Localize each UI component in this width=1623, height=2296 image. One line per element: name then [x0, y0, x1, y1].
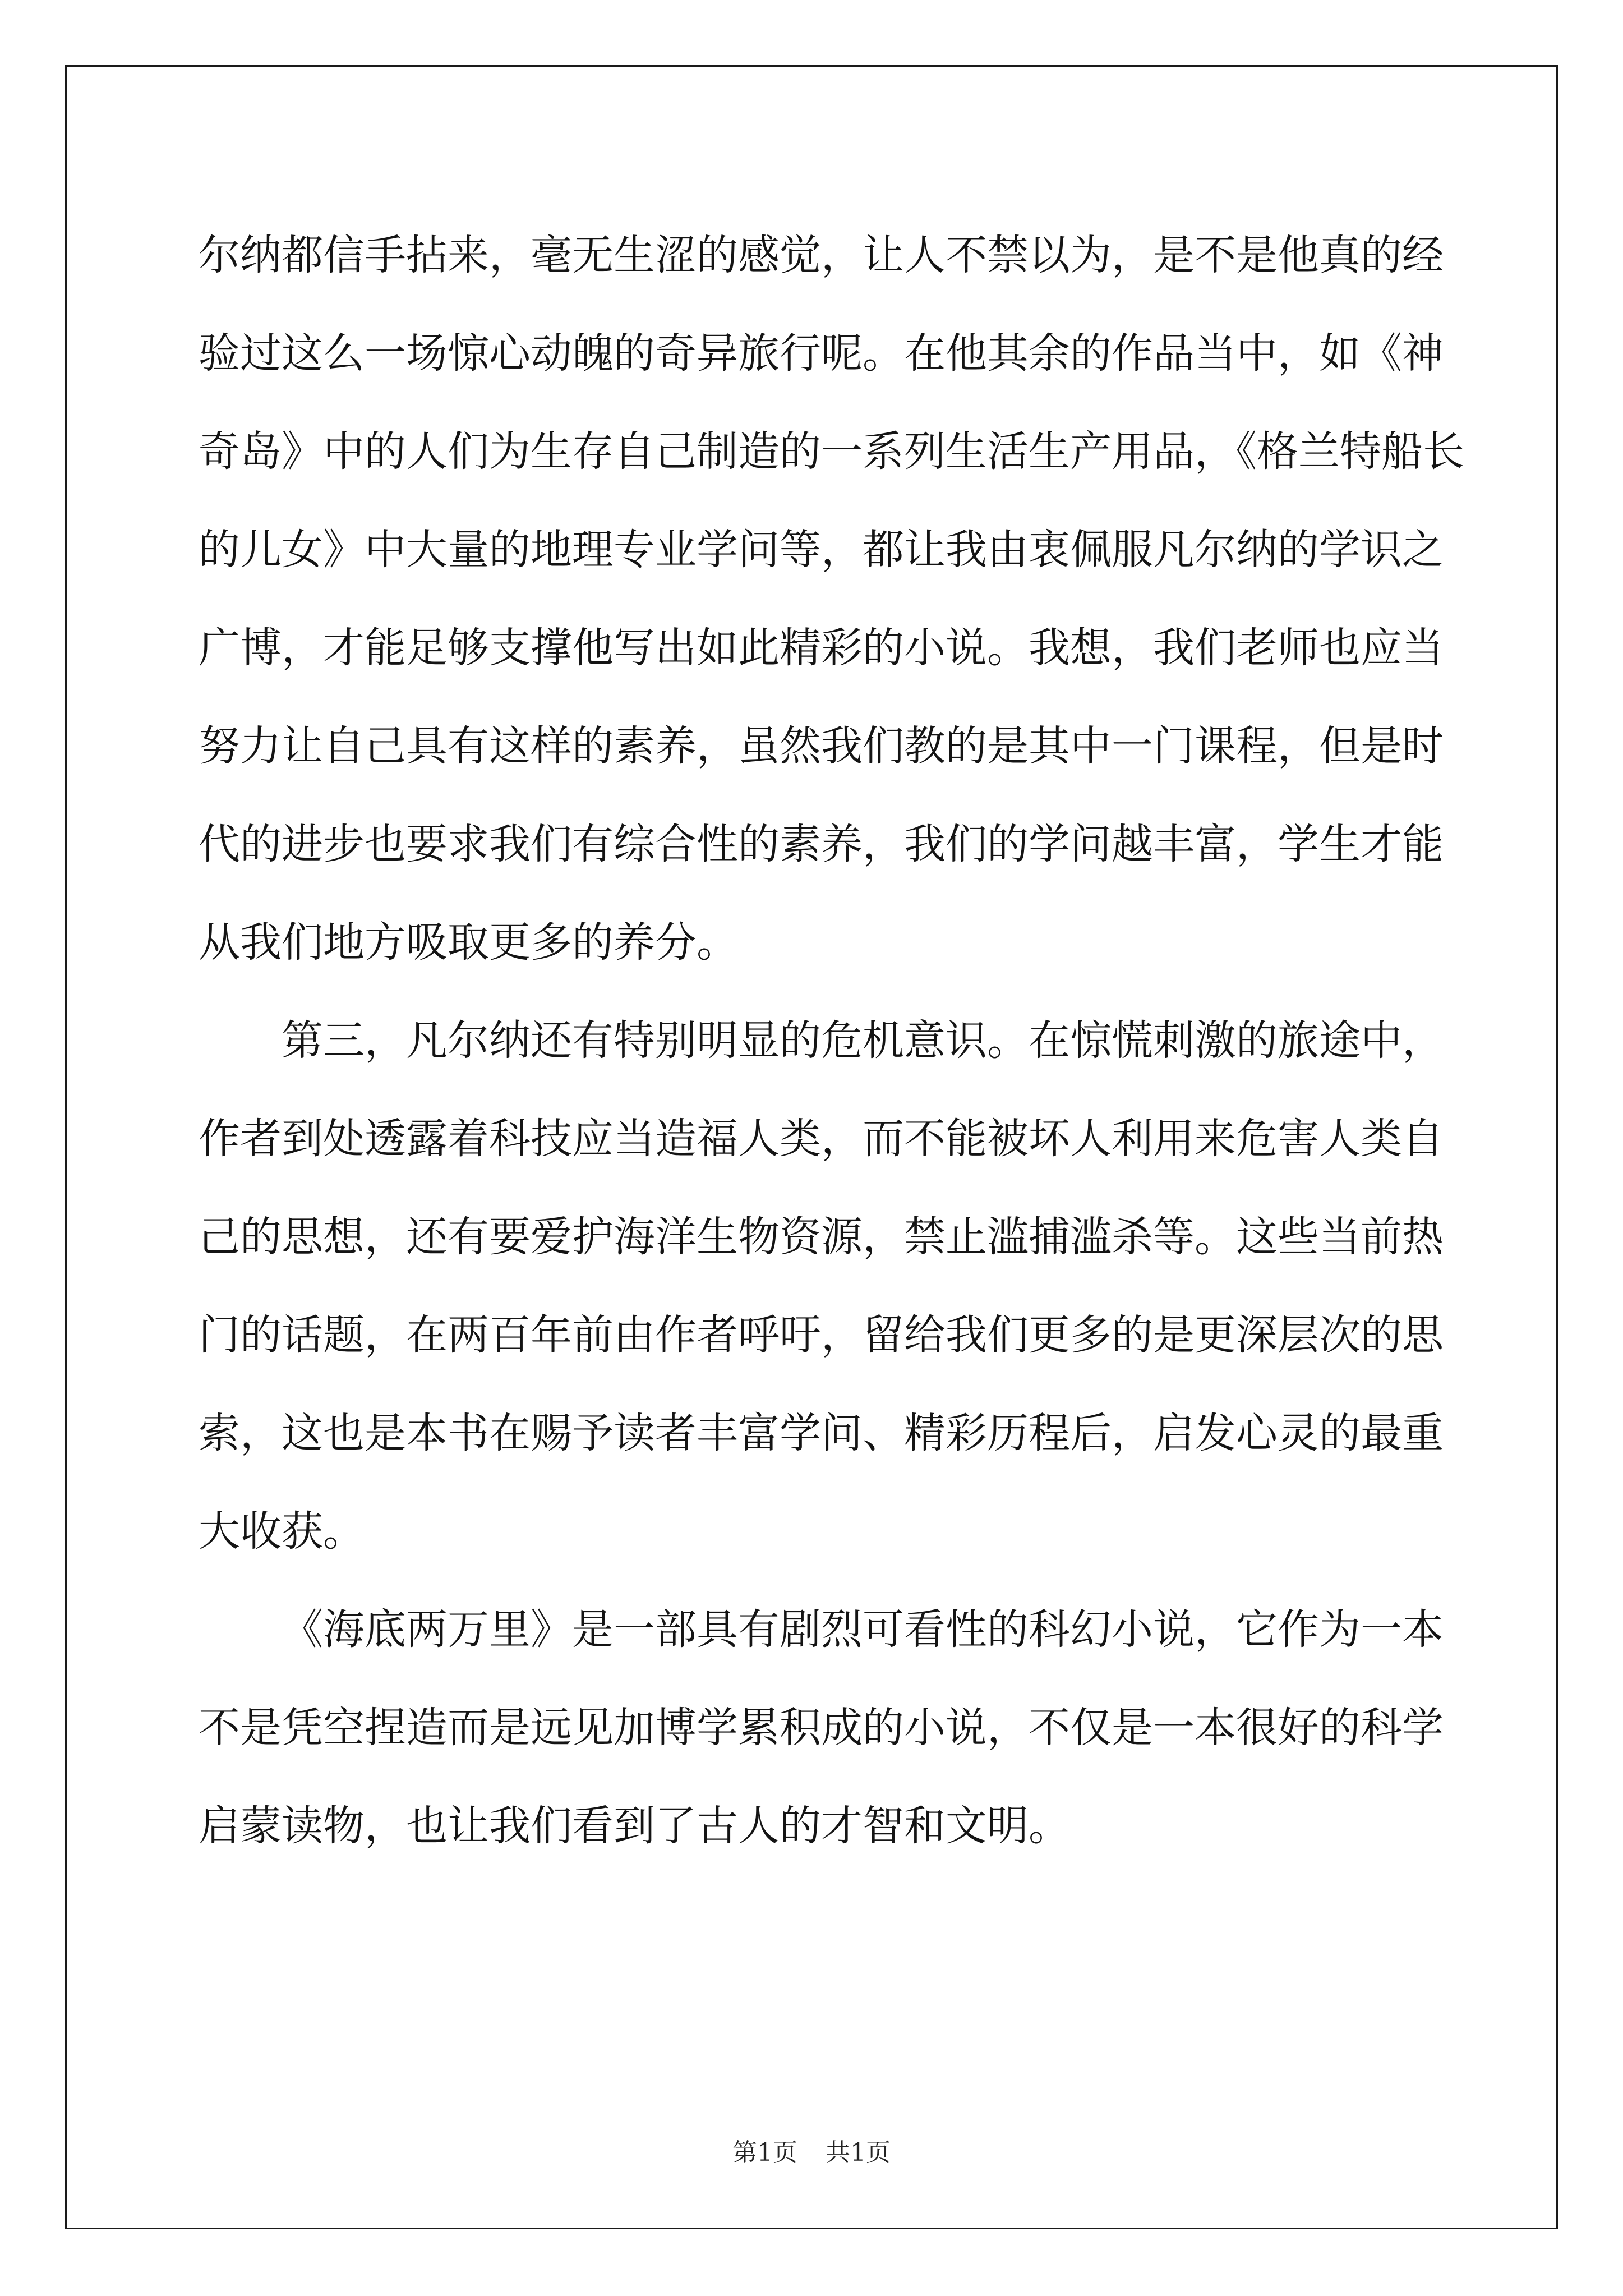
text-line: 的儿女》中大量的地理专业学问等，都让我由衷佩服凡尔纳的学识之: [199, 526, 1444, 574]
page-number: 第1页: [732, 2138, 797, 2167]
page-total: 共1页: [826, 2138, 891, 2167]
text-line: 作者到处透露着科技应当造福人类，而不能被坏人利用来危害人类自: [199, 1115, 1444, 1163]
text-line: 代的进步也要求我们有综合性的素养，我们的学问越丰富，学生才能: [199, 820, 1444, 868]
paragraph-first-line: 第三，凡尔纳还有特别明显的危机意识。在惊慌刺激的旅途中，: [282, 1016, 1444, 1065]
text-line: 大收获。: [199, 1507, 365, 1556]
text-line: 尔纳都信手拈来，毫无生涩的感觉，让人不禁以为，是不是他真的经: [199, 231, 1444, 279]
text-line: 门的话题，在两百年前由作者呼吁，留给我们更多的是更深层次的思: [199, 1311, 1444, 1359]
text-line: 启蒙读物，也让我们看到了古人的才智和文明。: [199, 1802, 1070, 1850]
page-footer: [0, 2136, 1623, 2170]
paragraph-first-line: 《海底两万里》是一部具有剧烈可看性的科幻小说，它作为一本: [282, 1605, 1444, 1654]
text-line: 广博，才能足够支撑他写出如此精彩的小说。我想，我们老师也应当: [199, 624, 1444, 672]
text-line: 己的思想，还有要爱护海洋生物资源，禁止滥捕滥杀等。这些当前热: [199, 1213, 1444, 1261]
text-line: 从我们地方吸取更多的养分。: [199, 918, 738, 967]
text-line: 验过这么一场惊心动魄的奇异旅行呢。在他其余的作品当中，如《神: [199, 329, 1444, 378]
text-line: 索，这也是本书在赐予读者丰富学问、精彩历程后，启发心灵的最重: [199, 1409, 1444, 1457]
text-line: 不是凭空捏造而是远见加博学累积成的小说，不仅是一本很好的科学: [199, 1704, 1444, 1752]
text-line: 努力让自己具有这样的素养，虽然我们教的是其中一门课程，但是时: [199, 722, 1444, 770]
text-line: 奇岛》中的人们为生存自己制造的一系列生活生产用品，《格兰特船长: [199, 427, 1464, 476]
